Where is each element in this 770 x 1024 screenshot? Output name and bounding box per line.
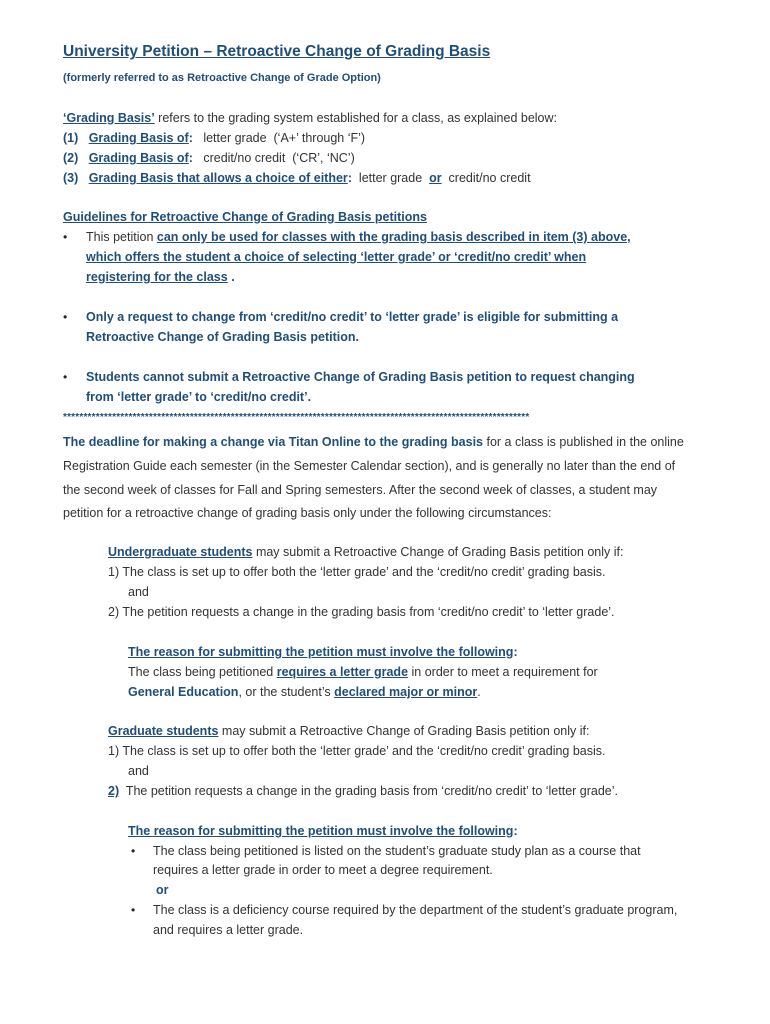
grad-reason-label: The reason for submitting the petition must involve the following [128, 824, 514, 838]
grad-reason-colon: : [513, 824, 518, 838]
deadline-line-2: Registration Guide each semester (in the Semester Calendar section), and is generally no later than the end of [63, 459, 676, 473]
grad-condition-2 [108, 783, 618, 799]
grad-intro [108, 723, 589, 739]
grad-condition-1: 1) The class is set up to offer both the ‘letter grade’ and the ‘credit/no credit’ grading basis. [108, 744, 606, 758]
grad-condition-2-text: The petition requests a change in the grading basis from ‘credit/no credit’ to ‘letter grade’. [119, 784, 619, 798]
bullet-icon: • [131, 903, 136, 917]
guideline-3-line-2: from ‘letter grade’ to ‘credit/no credit’. [86, 390, 312, 404]
undergrad-label: Undergraduate students [108, 545, 253, 559]
item-text-post: credit/no credit [441, 171, 531, 185]
bullet-icon: • [63, 310, 68, 324]
undergrad-intro [108, 544, 623, 560]
undergrad-reason-colon: : [513, 645, 518, 659]
deadline-line-4: petition for a retroactive change of grading basis only under the following circumstances: [63, 506, 552, 520]
item-label: Grading Basis of [88, 151, 189, 165]
reason-emphasis: General Education [128, 685, 239, 699]
grad-intro-text: may submit a Retroactive Change of Grading Basis petition only if: [218, 724, 590, 738]
item-text: credit/no credit (‘CR’, ‘NC’) [192, 151, 355, 165]
item-number: (2) [63, 151, 79, 165]
item-text: letter grade (‘A+’ through ‘F’) [192, 131, 366, 145]
reason-text: , or the student’s [238, 685, 335, 699]
separator-stars: ****************************************************************************************************************** [63, 412, 530, 423]
undergrad-reason-line-1 [128, 664, 598, 680]
guideline-1-pre: This petition [86, 230, 157, 244]
undergrad-intro-text: may submit a Retroactive Change of Grading Basis petition only if: [252, 545, 624, 559]
guideline-1-emphasis: can only be used for classes with the grading basis described in item (3) above, [156, 230, 631, 244]
reason-text: . [477, 685, 481, 699]
item-or: or [429, 171, 442, 185]
undergrad-reason-label: The reason for submitting the petition must involve the following [128, 645, 514, 659]
grad-condition-2-number: 2) [108, 784, 120, 798]
guideline-2-line-1: Only a request to change from ‘credit/no credit’ to ‘letter grade’ is eligible for submitting a [86, 310, 619, 324]
grad-reason-or: or [156, 883, 169, 897]
guidelines-heading: Guidelines for Retroactive Change of Grading Basis petitions [63, 210, 427, 224]
grading-item-1 [63, 130, 365, 146]
grad-reason-1-line-1: The class being petitioned is listed on the student’s graduate study plan as a course that [153, 844, 641, 858]
guideline-1-line-1 [86, 229, 631, 245]
grad-and: and [128, 764, 149, 778]
item-label: Grading Basis that allows a choice of either [88, 171, 348, 185]
bullet-icon: • [131, 844, 136, 858]
grad-reason-2-line-2: and requires a letter grade. [153, 923, 304, 937]
item-colon: : [347, 171, 352, 185]
bullet-icon: • [63, 230, 68, 244]
deadline-line-3: the second week of classes for Fall and Spring semesters. After the second week of classes, a student may [63, 483, 658, 497]
reason-emphasis: declared major or minor [334, 685, 478, 699]
item-text-pre: letter grade [351, 171, 430, 185]
item-label: Grading Basis of [88, 131, 189, 145]
guideline-1-line-2: which offers the student a choice of selecting ‘letter grade’ or ‘credit/no credit’ when [86, 250, 587, 264]
guideline-2-line-2: Retroactive Change of Grading Basis petition. [86, 330, 359, 344]
guideline-1-period: . [227, 270, 235, 284]
grading-item-2 [63, 150, 355, 166]
grading-basis-term: ‘Grading Basis’ [63, 111, 155, 125]
deadline-line-1 [63, 434, 684, 450]
definition-line [63, 110, 557, 126]
undergrad-reason-heading [128, 644, 518, 660]
definition-text: refers to the grading system established for a class, as explained below: [154, 111, 557, 125]
undergrad-and: and [128, 585, 149, 599]
grading-item-3 [63, 170, 531, 186]
deadline-bold: The deadline for making a change via Titan Online to the grading basis [63, 435, 483, 449]
grad-label: Graduate students [108, 724, 219, 738]
reason-text: in order to meet a requirement for [408, 665, 598, 679]
item-colon: : [188, 131, 193, 145]
item-number: (1) [63, 131, 79, 145]
undergrad-reason-line-2 [128, 684, 481, 700]
grad-reason-1-line-2: requires a letter grade in order to meet a degree requirement. [153, 863, 493, 877]
reason-text: The class being petitioned [128, 665, 277, 679]
bullet-icon: • [63, 370, 68, 384]
reason-emphasis: requires a letter grade [276, 665, 409, 679]
guideline-1-line-3 [86, 269, 235, 285]
page-title: University Petition – Retroactive Change of Grading Basis [63, 43, 491, 60]
undergrad-condition-2: 2) The petition requests a change in the grading basis from ‘credit/no credit’ to ‘letter grade’. [108, 605, 615, 619]
grad-reason-2-line-1: The class is a deficiency course required by the department of the student’s graduate program, [153, 903, 678, 917]
page-subtitle: (formerly referred to as Retroactive Change of Grade Option) [63, 72, 381, 84]
item-number: (3) [63, 171, 79, 185]
undergrad-condition-1: 1) The class is set up to offer both the ‘letter grade’ and the ‘credit/no credit’ grading basis. [108, 565, 606, 579]
item-colon: : [188, 151, 193, 165]
grad-reason-heading [128, 823, 518, 839]
guideline-1-emphasis-end: registering for the class [86, 270, 228, 284]
deadline-text: for a class is published in the online [483, 435, 684, 449]
guideline-3-line-1: Students cannot submit a Retroactive Change of Grading Basis petition to request changing [86, 370, 635, 384]
